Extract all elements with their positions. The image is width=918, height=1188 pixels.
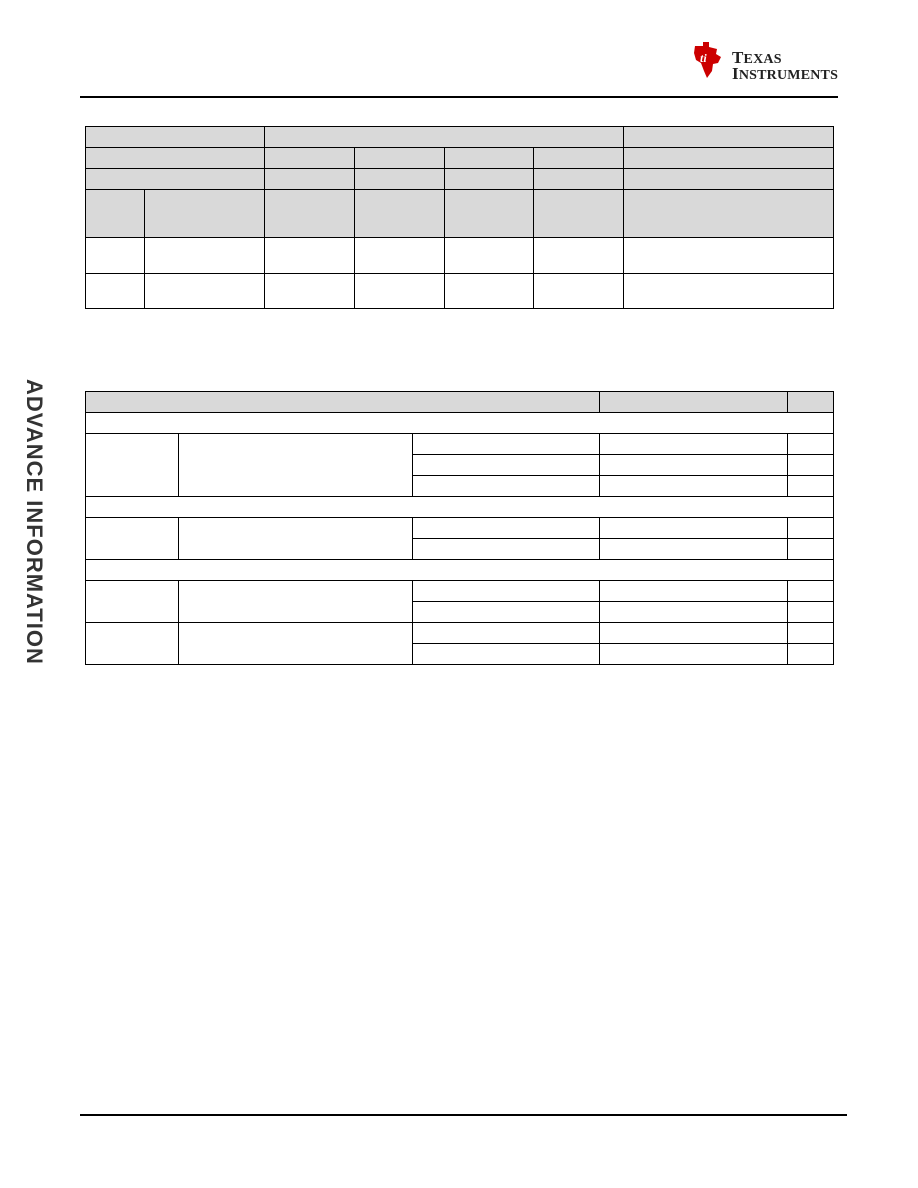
table-cell bbox=[413, 455, 600, 476]
table-header-cell bbox=[624, 190, 834, 238]
table-header-cell bbox=[145, 190, 265, 238]
table-row bbox=[86, 623, 834, 644]
table-header-cell bbox=[624, 148, 834, 169]
table-cell bbox=[788, 602, 834, 623]
table-header-cell bbox=[265, 169, 355, 190]
table-cell bbox=[788, 518, 834, 539]
table-row bbox=[86, 518, 834, 539]
table-row bbox=[86, 238, 834, 274]
table-cell bbox=[413, 434, 600, 455]
table-header-cell bbox=[445, 148, 534, 169]
table-header-cell bbox=[534, 169, 624, 190]
table-cell bbox=[179, 518, 413, 560]
table-cell bbox=[600, 476, 788, 497]
table-header-cell bbox=[86, 392, 600, 413]
table-cell bbox=[413, 623, 600, 644]
table-cell bbox=[600, 581, 788, 602]
table-header-cell bbox=[624, 169, 834, 190]
table-row bbox=[86, 169, 834, 190]
table-header-cell bbox=[788, 392, 834, 413]
table-cell bbox=[788, 476, 834, 497]
table-cell bbox=[600, 434, 788, 455]
table-cell bbox=[788, 581, 834, 602]
table-cell bbox=[413, 602, 600, 623]
table-cell bbox=[445, 238, 534, 274]
table-cell bbox=[355, 274, 445, 309]
logo-wordmark-line2: INSTRUMENTS bbox=[732, 64, 839, 83]
table-header-cell bbox=[86, 169, 265, 190]
table-cell bbox=[624, 274, 834, 309]
table-cell bbox=[600, 539, 788, 560]
table-1 bbox=[85, 126, 834, 309]
table-header-cell bbox=[86, 127, 265, 148]
table-cell bbox=[413, 581, 600, 602]
table-cell bbox=[788, 644, 834, 665]
table-header-cell bbox=[265, 190, 355, 238]
table-cell bbox=[86, 623, 179, 665]
ti-logo bbox=[690, 40, 840, 82]
svg-text:ti: ti bbox=[700, 51, 707, 65]
table-cell bbox=[534, 274, 624, 309]
table-cell bbox=[600, 644, 788, 665]
advance-information-banner bbox=[12, 357, 56, 687]
table-header-cell bbox=[86, 190, 145, 238]
table-cell bbox=[600, 518, 788, 539]
table-row bbox=[86, 127, 834, 148]
table-cell bbox=[86, 274, 145, 309]
table-cell bbox=[86, 238, 145, 274]
table-cell bbox=[788, 623, 834, 644]
table-cell bbox=[265, 274, 355, 309]
table-cell bbox=[179, 581, 413, 623]
table-cell bbox=[624, 238, 834, 274]
table-row bbox=[86, 190, 834, 238]
ti-logo-icon bbox=[690, 40, 728, 80]
table-cell bbox=[445, 274, 534, 309]
table-cell bbox=[534, 238, 624, 274]
table-row bbox=[86, 413, 834, 434]
table-row bbox=[86, 392, 834, 413]
table-row bbox=[86, 560, 834, 581]
table-cell bbox=[788, 434, 834, 455]
table-cell bbox=[145, 274, 265, 309]
table-cell bbox=[413, 518, 600, 539]
table-header-cell bbox=[265, 148, 355, 169]
banner-text: ADVANCE INFORMATION bbox=[22, 379, 47, 665]
table-cell bbox=[179, 623, 413, 665]
table-header-cell bbox=[445, 169, 534, 190]
table-cell bbox=[86, 518, 179, 560]
logo-wordmark-line1: TEXAS bbox=[732, 48, 782, 67]
table-cell bbox=[179, 434, 413, 497]
table-cell bbox=[600, 623, 788, 644]
table-cell bbox=[355, 238, 445, 274]
table-header-cell bbox=[355, 190, 445, 238]
section-header-row bbox=[86, 497, 834, 518]
table-row bbox=[86, 274, 834, 309]
table-cell bbox=[413, 539, 600, 560]
table-cell bbox=[86, 581, 179, 623]
table-header-cell bbox=[534, 190, 624, 238]
table-cell bbox=[600, 602, 788, 623]
header-rule bbox=[80, 96, 838, 98]
table-cell bbox=[86, 434, 179, 497]
table-cell bbox=[265, 238, 355, 274]
table-header-cell bbox=[600, 392, 788, 413]
table-row bbox=[86, 581, 834, 602]
table-2 bbox=[85, 391, 834, 665]
section-header-row bbox=[86, 560, 834, 581]
table-row bbox=[86, 148, 834, 169]
table-cell bbox=[600, 455, 788, 476]
table-cell bbox=[413, 476, 600, 497]
table-header-cell bbox=[355, 148, 445, 169]
table-cell bbox=[145, 238, 265, 274]
table-header-cell bbox=[86, 148, 265, 169]
table-cell bbox=[413, 644, 600, 665]
table-row bbox=[86, 497, 834, 518]
table-cell bbox=[788, 455, 834, 476]
table-header-cell bbox=[265, 127, 624, 148]
table-header-cell bbox=[534, 148, 624, 169]
table-header-cell bbox=[624, 127, 834, 148]
section-header-row bbox=[86, 413, 834, 434]
table-cell bbox=[788, 539, 834, 560]
footer-rule bbox=[80, 1114, 847, 1116]
table-row bbox=[86, 434, 834, 455]
table-header-cell bbox=[355, 169, 445, 190]
table-header-cell bbox=[445, 190, 534, 238]
